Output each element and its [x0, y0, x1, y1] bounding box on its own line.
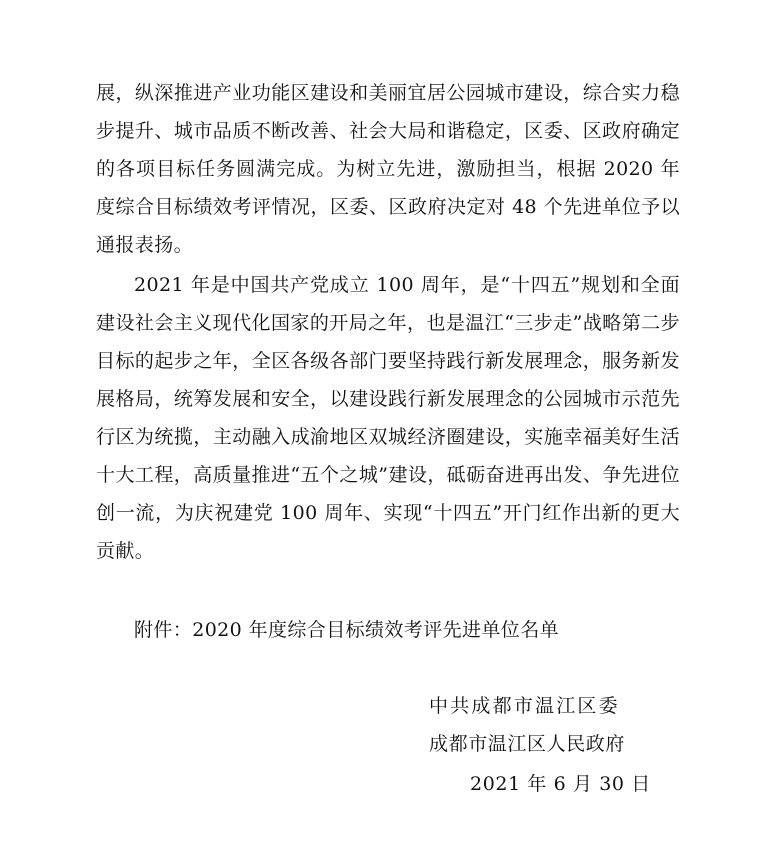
signature-date: 2021 年 6 月 30 日	[470, 773, 651, 795]
attachment-line: 附件：2020 年度综合目标绩效考评先进单位名单	[134, 619, 559, 641]
body-paragraph-1: 展，纵深推进产业功能区建设和美丽宜居公园城市建设，综合实力稳步提升、城市品质不断改善、社会大局和谐稳定，区委、区政府确定的各项目标任务圆满完成。为树立先进，激励担当，根据 2020 年度综合目标绩效考评情况，区委、区政府决定对 48 个先进单位予以通报表扬。	[96, 82, 680, 256]
body-paragraph-2: 2021 年是中国共产党成立 100 周年，是“十四五”规划和全面建设社会主义现代化国家的开局之年，也是温江“三步走”战略第二步目标的起步之年，全区各级各部门要坚持践行新发展理念，服务新发展格局，统筹发展和安全，以建设践行新发展理念的公园城市示范先行区为统揽，主动融入成渝地区双城经济圈建设，实施幸福美好生活十大工程，高质量推进“五个之城”建设，砥砺奋进再出发、争先进位创一流，为庆祝建党 100 周年、实现“十四五”开门红作出新的更大贡献。	[96, 274, 680, 562]
signature-org-government: 成都市温江区人民政府	[429, 733, 626, 755]
signature-org-party-committee: 中共成都市温江区委	[429, 695, 620, 717]
